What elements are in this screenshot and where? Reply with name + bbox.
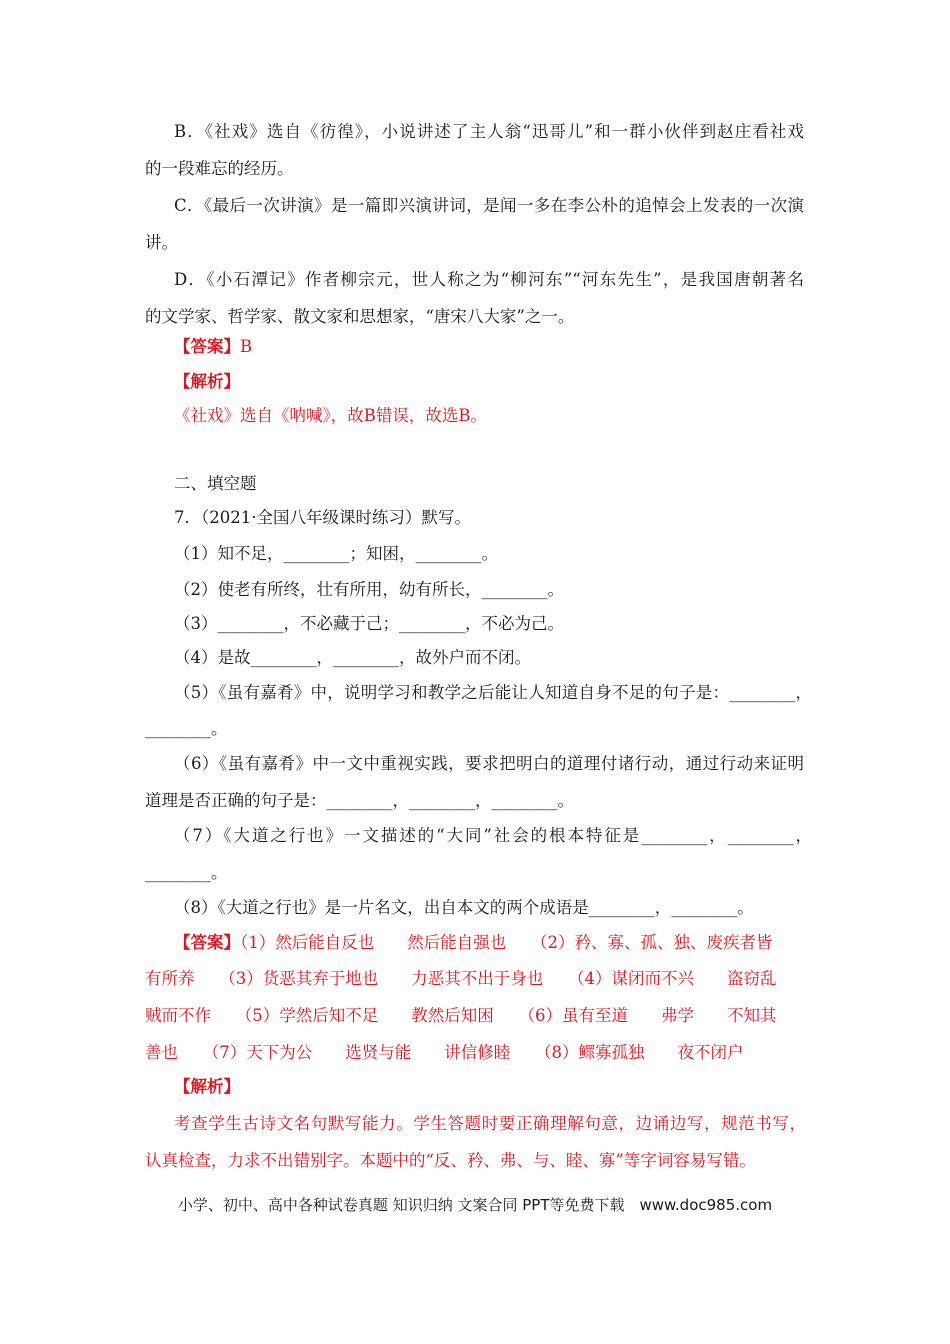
option-c-line2: 讲。 xyxy=(145,233,178,252)
q7-answer-line3: 贼而不作 （5）学然后知不足 教然后知困 （6）虽有至道 弗学 不知其 xyxy=(145,1006,777,1025)
q7-item-8: （8）《大道之行也》是一片名文，出自本文的两个成语是________，________。 xyxy=(174,898,754,917)
q7-answer-line2: 有所养 （3）货恶其弃于地也 力恶其不出于身也 （4）谋闭而不兴 盗窃乱 xyxy=(145,969,777,988)
option-c-line1: C．《最后一次讲演》是一篇即兴演讲词，是闻一多在李公朴的追悼会上发表的一次演 xyxy=(174,196,804,215)
q7-analysis-line1: 考查学生古诗文名句默写能力。学生答题时要正确理解句意，边诵边写，规范书写， xyxy=(174,1114,806,1133)
q7-item-4: （4）是故________，________，故外户而不闭。 xyxy=(174,648,531,667)
q7-item-6-line1: （6）《虽有嘉肴》中一文中重视实践，要求把明白的道理付诸行动，通过行动来证明 xyxy=(174,754,804,773)
option-b-line1: B．《社戏》选自《彷徨》，小说讲述了主人翁“迅哥儿”和一群小伙伴到赵庄看社戏 xyxy=(174,122,804,141)
footer-text: 小学、初中、高中各种试卷真题 知识归纳 文案合同 PPT等免费下载 www.doc985.com xyxy=(177,1196,773,1214)
q7-title: 7．（2021·全国八年级课时练习）默写。 xyxy=(174,508,471,527)
q6-analysis-label: 【解析】 xyxy=(174,372,240,391)
q7-item-7-line2: ________。 xyxy=(145,863,228,882)
answer-label: 【答案】 xyxy=(174,337,240,356)
section-heading: 二、填空题 xyxy=(174,474,257,493)
q7-item-2: （2）使老有所终，壮有所用，幼有所长，________。 xyxy=(174,580,564,599)
answer-value: B xyxy=(240,337,253,356)
q7-answer-line1 xyxy=(174,931,773,955)
q6-analysis-text: 《社戏》选自《呐喊》，故B错误，故选B。 xyxy=(174,406,488,425)
q7-analysis-line2: 认真检查，力求不出错别字。本题中的“反、矜、弗、与、睦、寡”等字词容易写错。 xyxy=(145,1151,756,1170)
q6-answer xyxy=(174,335,252,359)
q7-item-1: （1）知不足，________；知困，________。 xyxy=(174,544,498,563)
q7-item-5-line2: ________。 xyxy=(145,719,228,738)
answer-label: 【答案】 xyxy=(174,933,240,952)
q7-item-7-line1: （7）《大道之行也》一文描述的“大同”社会的根本特征是________，________， xyxy=(174,826,812,845)
option-d-line1: D．《小石潭记》作者柳宗元，世人称之为“柳河东”“河东先生”，是我国唐朝著名 xyxy=(174,270,804,289)
q7-answer-line4: 善也 （7）天下为公 选贤与能 讲信修睦 （8）鳏寡孤独 夜不闭户 xyxy=(145,1043,744,1062)
q7-item-6-line2: 道理是否正确的句子是：________，________，________。 xyxy=(145,791,574,810)
answer-text-1: （1）然后能自反也 然后能自强也 （2）矜、寡、孤、独、废疾者皆 xyxy=(240,933,773,952)
option-d-line2: 的文学家、哲学家、散文家和思想家，“唐宋八大家”之一。 xyxy=(145,307,575,326)
option-b-line2: 的一段难忘的经历。 xyxy=(145,159,294,178)
q7-item-5-line1: （5）《虽有嘉肴》中，说明学习和教学之后能让人知道自身不足的句子是：________， xyxy=(174,683,812,702)
q7-analysis-label: 【解析】 xyxy=(174,1077,240,1096)
q7-item-3: （3）________，不必藏于己；________，不必为己。 xyxy=(174,614,564,633)
